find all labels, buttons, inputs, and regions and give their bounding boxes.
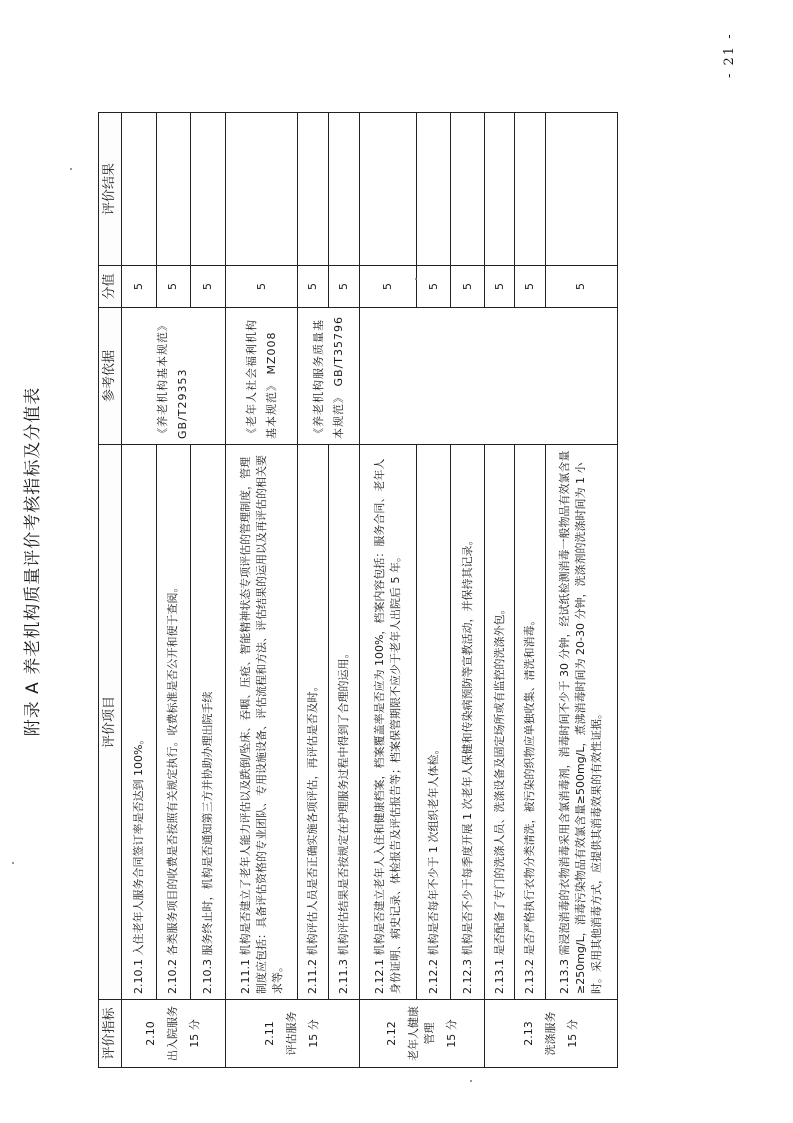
header-reference: 参考依据 [99, 308, 122, 445]
score-cell: 5 [156, 266, 191, 308]
page-title: 附录 A 养老机构质量评价考核指标及分值表 [23, 386, 43, 737]
table-row [329, 113, 360, 1068]
table-row [417, 113, 451, 1068]
item-text: 2.10.1 入住老年人服务合同签订率是否达到 100%。 [122, 445, 157, 1000]
result-cell[interactable] [360, 113, 417, 266]
indicator-code: 2.10 [144, 1021, 158, 1046]
table-row [191, 113, 226, 1068]
table-row [156, 113, 191, 1068]
scan-speck [12, 862, 14, 864]
item-text: 2.13.1 是否配备了专门的洗涤人员、洗涤设备及固定场所或有监控的洗涤外包。 [485, 445, 515, 1000]
table-row [298, 113, 329, 1068]
score-cell: 5 [360, 266, 417, 308]
result-cell[interactable] [515, 113, 545, 266]
table-row [485, 113, 515, 1068]
result-cell[interactable] [191, 113, 226, 266]
reference-cell [360, 308, 618, 445]
item-text: 2.11.3 机构评估结果是否按规定在护理服务过程中得到了合理的运用。 [329, 445, 360, 1000]
indicator-name: 出入院服务 [166, 1006, 180, 1061]
table-row [515, 113, 545, 1068]
indicator-code: 2.11 [263, 1021, 277, 1046]
result-cell[interactable] [156, 113, 191, 266]
reference-text: 《养老机构基本规范》 GB/T29353 [156, 319, 190, 439]
indicator-points: 15 分 [445, 1019, 459, 1048]
item-text: 2.10.2 各类服务项目的收费是否按照有关规定执行。收费标准是否公开和便于查阅。 [156, 445, 191, 1000]
item-text: 2.12.2 机构是否每年不少于 1 次组织老年人体检。 [417, 445, 451, 1000]
item-text: 2.12.3 机构是否不少于每季度开展 1 次老年人保健和传染病预防等宣教活动，并保持其记录。 [451, 445, 485, 1000]
score-cell: 5 [417, 266, 451, 308]
score-cell: 5 [329, 266, 360, 308]
header-item: 评价项目 [99, 445, 122, 1000]
score-cell: 5 [298, 266, 329, 308]
result-cell[interactable] [417, 113, 451, 266]
score-cell: 5 [515, 266, 545, 308]
table-row [122, 113, 157, 1068]
header-indicator: 评价指标 [99, 1000, 122, 1068]
item-text: 2.11.2 机构评估人员是否正确实施各项评估，再评估是否及时。 [298, 445, 329, 1000]
indicator-cell [225, 1000, 359, 1068]
indicator-name: 洗涤服务 [544, 1011, 558, 1056]
result-cell[interactable] [122, 113, 157, 266]
result-cell[interactable] [451, 113, 485, 266]
item-text: 2.13.2 是否严格执行衣物分类清洗，被污染的织物应单独收集、清洗和消毒。 [515, 445, 545, 1000]
table-row [360, 113, 417, 1068]
result-cell[interactable] [298, 113, 329, 266]
scan-speck [415, 278, 417, 280]
table-row [451, 113, 485, 1068]
indicator-cell [122, 1000, 226, 1068]
indicator-points: 15 分 [188, 1019, 202, 1048]
indicator-name: 老年人健康管理 [407, 1006, 437, 1061]
item-text: 2.13.3 需浸泡消毒的衣物消毒采用含氯消毒剂，消毒时间不少于 30 分钟，经试纸检测消毒一般物品有效氯含量≥250mg/L，消毒污染物品有效氯含量≥500mg/L，煮沸消毒时间为 20-30 分钟，洗涤剂的洗涤时间为 1 小时。采用其他消毒方式，应提供其消毒效果的有效性证据。 [545, 445, 617, 1000]
indicator-code: 2.13 [522, 1021, 536, 1046]
scan-speck [470, 1080, 472, 1082]
header-row [99, 113, 122, 1068]
reference-cell [298, 308, 360, 445]
table-row [225, 113, 297, 1068]
score-cell: 5 [485, 266, 515, 308]
header-score: 分值 [99, 266, 122, 308]
reference-text: 《养老机构服务质量基本规范》 GB/T35796 [311, 316, 345, 439]
indicator-cell [485, 1000, 618, 1068]
item-text: 2.11.1 机构是否建立了老年人能力评估以及跌倒/坠床、吞咽、压疮、智能精神状态专项评估的管理制度，管理制度应包括：具备评估资格的专业团队、专用设施设备、评估流程和方法、评估结果的运用以及再评估的相关要求等。 [225, 445, 297, 1000]
score-cell: 5 [122, 266, 157, 308]
score-cell: 5 [225, 266, 297, 308]
indicator-code: 2.12 [385, 1021, 399, 1046]
item-text: 2.12.1 机构是否建立老年人入住和健康档案，档案覆盖率是否应为 100%，档案内容包括：服务合同、老年人身份证明、病史记录、体检报告及评估报告等；档案保管期限不应少于老年人出院后 5 年。 [360, 445, 417, 1000]
table-row [545, 113, 617, 1068]
item-text: 2.10.3 服务终止时，机构是否通知第三方并协助办理出院手续 [191, 445, 226, 1000]
page-number: - 21 - [722, 32, 737, 78]
reference-cell [122, 308, 226, 445]
indicator-name: 评估服务 [285, 1011, 299, 1056]
result-cell[interactable] [545, 113, 617, 266]
header-result: 评价结果 [99, 113, 122, 266]
indicator-points: 15 分 [566, 1019, 580, 1048]
score-cell: 5 [451, 266, 485, 308]
indicator-cell [360, 1000, 485, 1068]
result-cell[interactable] [329, 113, 360, 266]
result-cell[interactable] [485, 113, 515, 266]
result-cell[interactable] [225, 113, 297, 266]
score-cell: 5 [191, 266, 226, 308]
reference-text: 《老年人社会福利机构基本规范》 MZ008 [244, 319, 278, 439]
evaluation-table [98, 112, 618, 1068]
reference-cell [225, 308, 297, 445]
score-cell: 5 [545, 266, 617, 308]
indicator-points: 15 分 [307, 1019, 321, 1048]
scan-speck [70, 168, 72, 170]
